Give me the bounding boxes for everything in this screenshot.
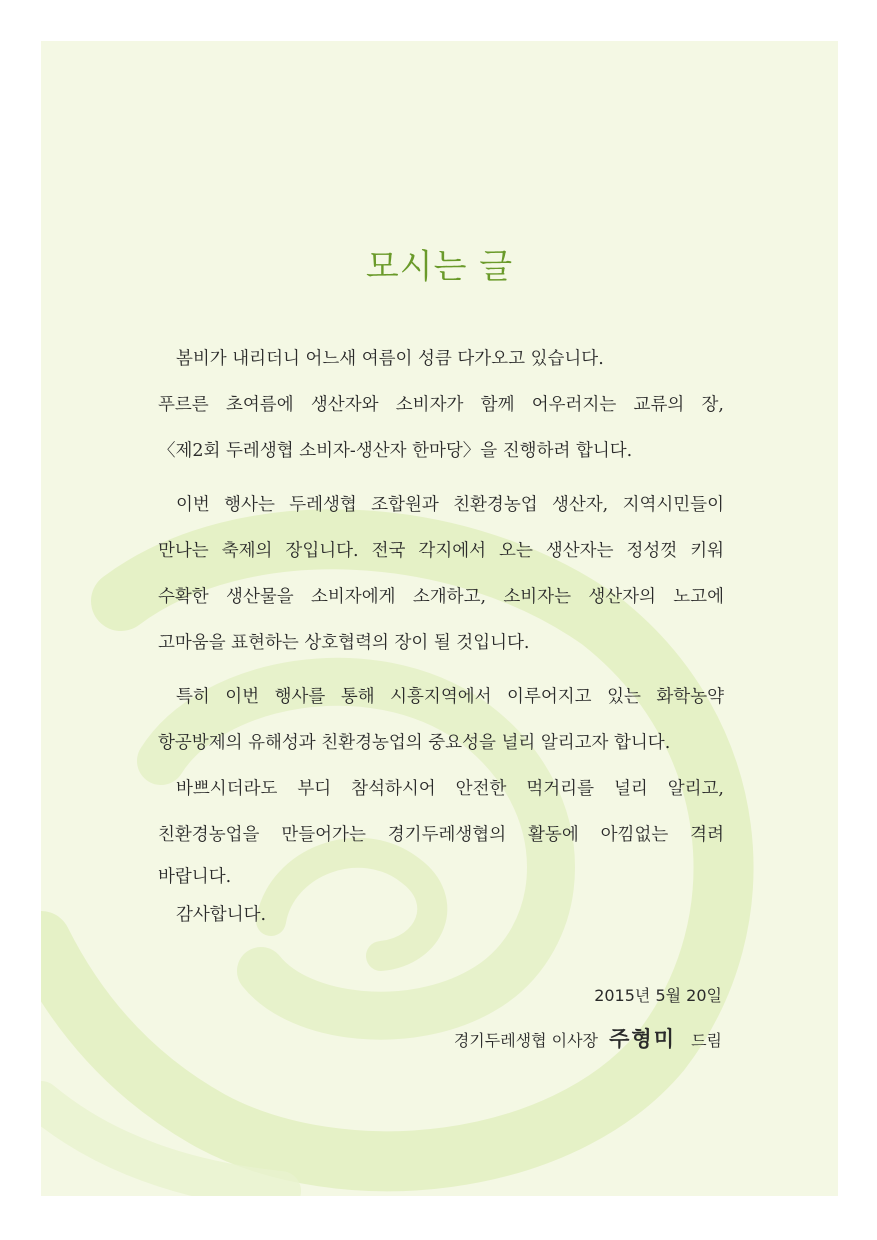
text-line: 바쁘시더라도 부디 참석하시어 안전한 먹거리를 널리 알리고, [176,779,724,799]
signature-suffix: 드림 [691,1031,722,1050]
text-line: 항공방제의 유해성과 친환경농업의 중요성을 널리 알리고자 합니다. [158,733,671,753]
paragraph-4 [158,766,724,896]
letter-body [158,336,724,934]
text-line: 특히 이번 행사를 통해 시흥지역에서 이루어지고 있는 화학농약 [176,687,724,707]
paragraph-5 [158,896,724,934]
text-line: 〈제2회 두레생협 소비자-생산자 한마당〉을 진행하려 합니다. [158,441,633,461]
paragraph-2 [158,482,724,666]
signature-org: 경기두레생협 이사장 [453,1031,599,1050]
text-line: 푸르른 초여름에 생산자와 소비자가 함께 어우러지는 교류의 장, [158,395,724,415]
text-line: 봄비가 내리더니 어느새 여름이 성큼 다가오고 있습니다. [176,349,604,369]
letter-date: 2015년 5월 20일 [594,986,722,1005]
text-line: 바랍니다. [158,867,232,887]
invitation-card [41,41,838,1196]
paragraph-3 [158,674,724,766]
text-line: 고마움을 표현하는 상호협력의 장이 될 것입니다. [158,633,530,653]
text-line: 수확한 생산물을 소비자에게 소개하고, 소비자는 생산자의 노고에 [158,587,724,607]
text-line: 친환경농업을 만들어가는 경기두레생협의 활동에 아낌없는 격려 [158,825,724,845]
page-title: 모시는 글 [365,247,514,287]
text-line: 이번 행사는 두레생협 조합원과 친환경농업 생산자, 지역시민들이 [176,495,724,515]
text-line: 만나는 축제의 장입니다. 전국 각지에서 오는 생산자는 정성껏 키워 [158,541,724,561]
signature-line [454,1023,722,1053]
text-line: 감사합니다. [176,905,267,925]
signature-name: 주형미 [609,1027,676,1051]
paragraph-1 [158,336,724,474]
